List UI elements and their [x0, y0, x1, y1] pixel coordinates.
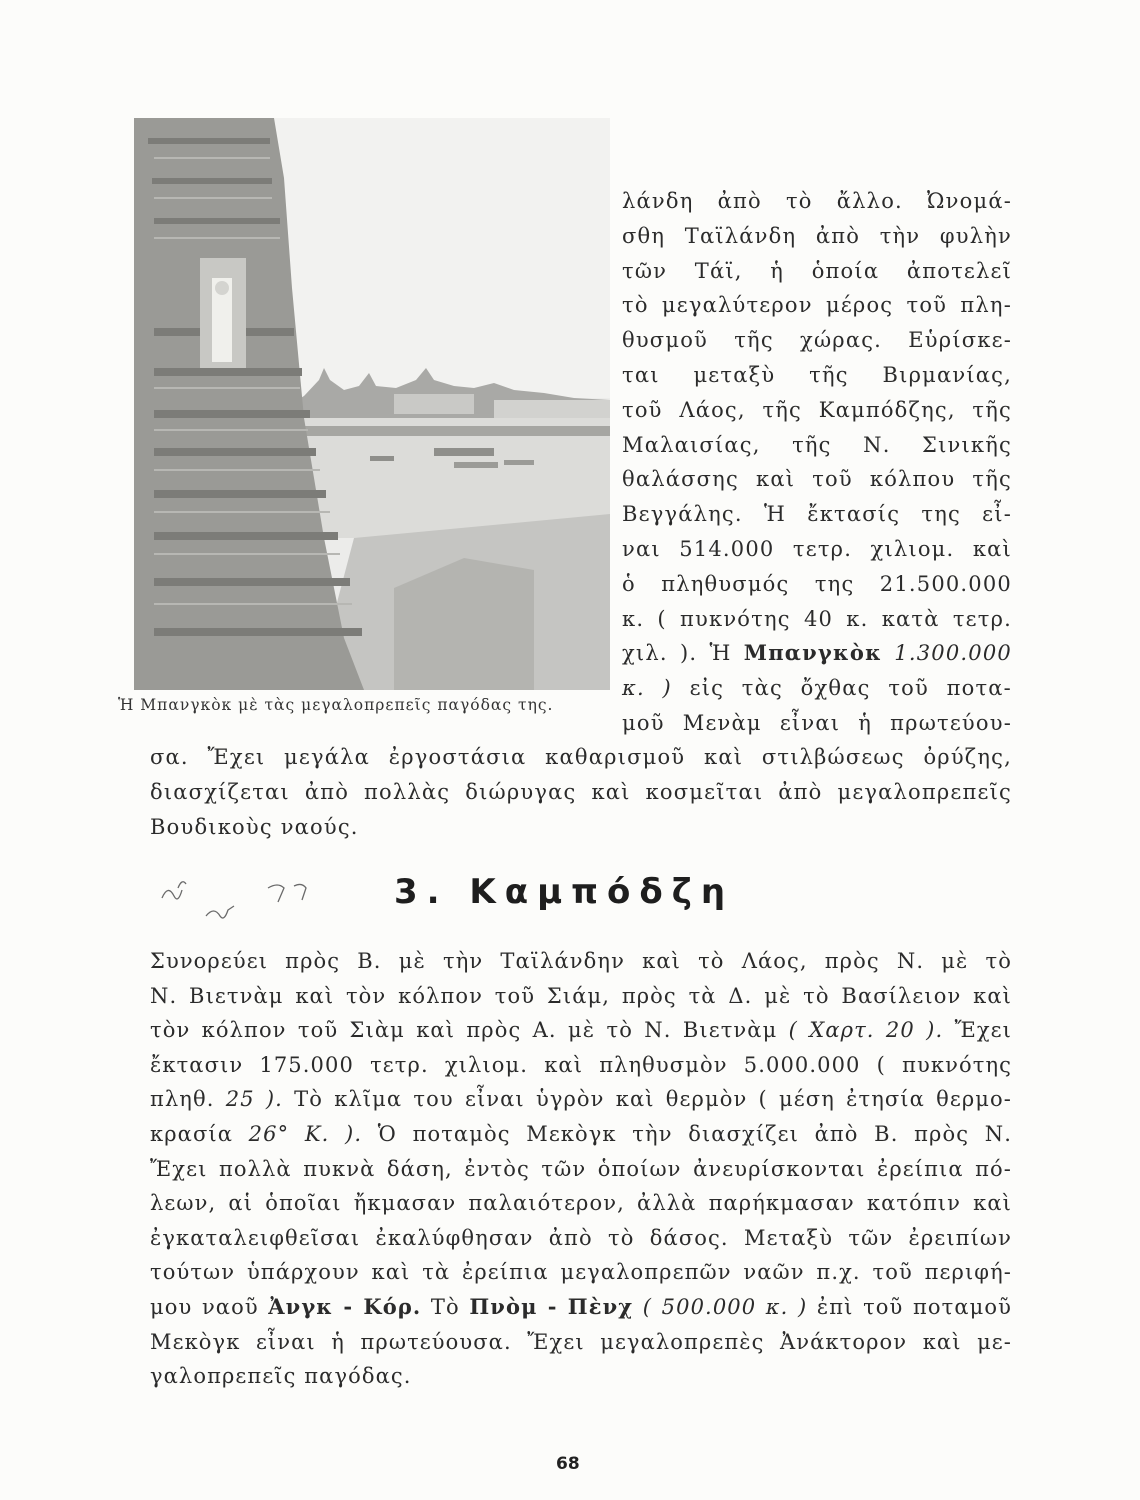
text-line: ναι 514.000 τετρ. χιλιομ. καὶ — [622, 536, 1012, 561]
text-line: Μεκὸγκ εἶναι ἡ πρωτεύουσα. Ἔχει μεγαλοπρεπὲς Ἀνάκτορον καὶ με- — [150, 1329, 1012, 1354]
text-run: κρασία — [150, 1121, 249, 1146]
text-line: λάνδη ἀπὸ τὸ ἄλλο. Ὠνομά- — [622, 189, 1012, 213]
text-line: Βεγγάλης. Ἡ ἔκτασίς της εἶ- — [622, 502, 1012, 527]
population-figure: ( 500.000 κ. ) — [633, 1294, 808, 1319]
text-line: σα. Ἔχει μεγάλα ἐργοστάσια καθαρισμοῦ καὶ στιλβώσεως ὀρύζης, — [150, 745, 1012, 769]
text-line: γαλοπρεπεῖς παγόδας. — [150, 1364, 412, 1389]
text-line: σθη Ταϊλάνδη ἀπὸ τὴν φυλὴν — [622, 223, 1012, 248]
text-line: ἐγκαταλειφθεῖσαι ἐκαλύφθησαν ἀπὸ τὸ δάσος. Μεταξὺ τῶν ἐρειπίων — [150, 1225, 1012, 1250]
text-line: Μαλαισίας, τῆς Ν. Σινικῆς — [622, 432, 1012, 457]
text-line — [150, 1082, 1012, 1117]
text-run: τὸν κόλπον τοῦ Σιὰμ καὶ πρὸς Α. μὲ τὸ Ν. Βιετνὰμ — [150, 1018, 789, 1043]
text-run: Τὸ — [421, 1294, 470, 1319]
text-line: θαλάσσης καὶ τοῦ κόλπου τῆς — [622, 467, 1012, 492]
text-line: ὁ πληθυσμός της 21.500.000 — [622, 571, 1012, 596]
text-line: Ν. Βιετνὰμ καὶ τὸν κόλπον τοῦ Σιάμ, πρὸς τὰ Δ. μὲ τὸ Βασίλειον καὶ — [150, 983, 1012, 1008]
text-line: διασχίζεται ἀπὸ πολλὰς διώρυγας καὶ κοσμεῖται ἀπὸ μεγαλοπρεπεῖς — [150, 780, 1012, 804]
full-width-paragraph — [150, 740, 1012, 845]
text-run: Ἔχει — [943, 1018, 1012, 1043]
text-line: μοῦ Μενὰμ εἶναι ἡ πρωτεύου- — [622, 710, 1012, 735]
text-run: 26° Κ. ). — [248, 1121, 363, 1146]
text-run: μου ναοῦ — [150, 1294, 269, 1319]
text-line — [622, 671, 1012, 706]
text-run: κ. ) — [622, 676, 672, 701]
text-line: ται μεταξὺ τῆς Βιρμανίας, — [622, 362, 1012, 387]
text-line: τοῦ Λάος, τῆς Καμπόδζης, τῆς — [622, 397, 1012, 422]
text-line — [150, 1013, 1012, 1048]
text-line: Βουδικοὺς ναούς. — [150, 815, 359, 839]
text-line: κ. ( πυκνότης 40 κ. κατὰ τετρ. — [622, 606, 1012, 631]
map-reference: ( Χαρτ. 20 ). — [788, 1018, 944, 1043]
page-number: 68 — [556, 1454, 580, 1474]
text-run: χιλ. ). Ἡ — [622, 641, 744, 666]
text-line — [622, 636, 1012, 671]
text-run: 25 ). — [225, 1087, 283, 1112]
cambodia-paragraph — [150, 944, 1012, 1394]
text-line: τὸ μεγαλύτερον μέρος τοῦ πλη- — [622, 293, 1012, 318]
side-column-text — [622, 184, 1012, 741]
text-run: εἰς τὰς ὄχθας τοῦ ποτα- — [671, 676, 1012, 701]
text-line — [150, 1290, 1012, 1325]
text-line: λεων, αἱ ὁποῖαι ἤκμασαν παλαιότερον, ἀλλὰ παρήκμασαν κατόπιν καὶ — [150, 1191, 1012, 1216]
capital-name: Πνὸμ - Πὲνχ — [469, 1293, 634, 1319]
text-line: Ἔχει πολλὰ πυκνὰ δάση, ἐντὸς τῶν ὁποίων ἀνευρίσκονται ἐρείπια πό- — [150, 1156, 1012, 1181]
city-name: Μπανγκὸκ — [743, 640, 883, 666]
text-line: τῶν Τάϊ, ἡ ὁποία ἀποτελεῖ — [622, 258, 1012, 283]
text-run: Ὁ ποταμὸς Μεκὸγκ τὴν διασχίζει ἀπὸ Β. πρὸς Ν. — [362, 1121, 1012, 1146]
text-line: τούτων ὑπάρχουν καὶ τὰ ἐρείπια μεγαλοπρεπῶν ναῶν π.χ. τοῦ περιφή- — [150, 1260, 1012, 1285]
temple-name: Ἀνγκ - Κόρ. — [268, 1293, 422, 1319]
text-line — [150, 1117, 1012, 1152]
section-heading: 3. Καμπόδζη — [394, 872, 735, 912]
bangkok-pagoda-photo — [134, 118, 610, 690]
handwritten-annotation — [156, 866, 336, 936]
text-line: θυσμοῦ τῆς χώρας. Εὑρίσκε- — [622, 328, 1012, 353]
text-run: Τὸ κλῖμα του εἶναι ὑγρὸν καὶ θερμὸν ( μέση ἐτησία θερμο- — [282, 1087, 1012, 1112]
text-run: πληθ. — [150, 1087, 226, 1112]
population-figure: 1.300.000 — [882, 641, 1012, 666]
figure-caption: Ἡ Μπανγκὸκ μὲ τὰς μεγαλοπρεπεῖς παγόδας της. — [118, 696, 554, 714]
text-run: ἐπὶ τοῦ ποταμοῦ — [807, 1294, 1012, 1319]
text-line: ἔκτασιν 175.000 τετρ. χιλιομ. καὶ πληθυσμὸν 5.000.000 ( πυκνότης — [150, 1052, 1012, 1077]
text-line: Συνορεύει πρὸς Β. μὲ τὴν Ταϊλάνδην καὶ τὸ Λάος, πρὸς Ν. μὲ τὸ — [150, 949, 1012, 973]
